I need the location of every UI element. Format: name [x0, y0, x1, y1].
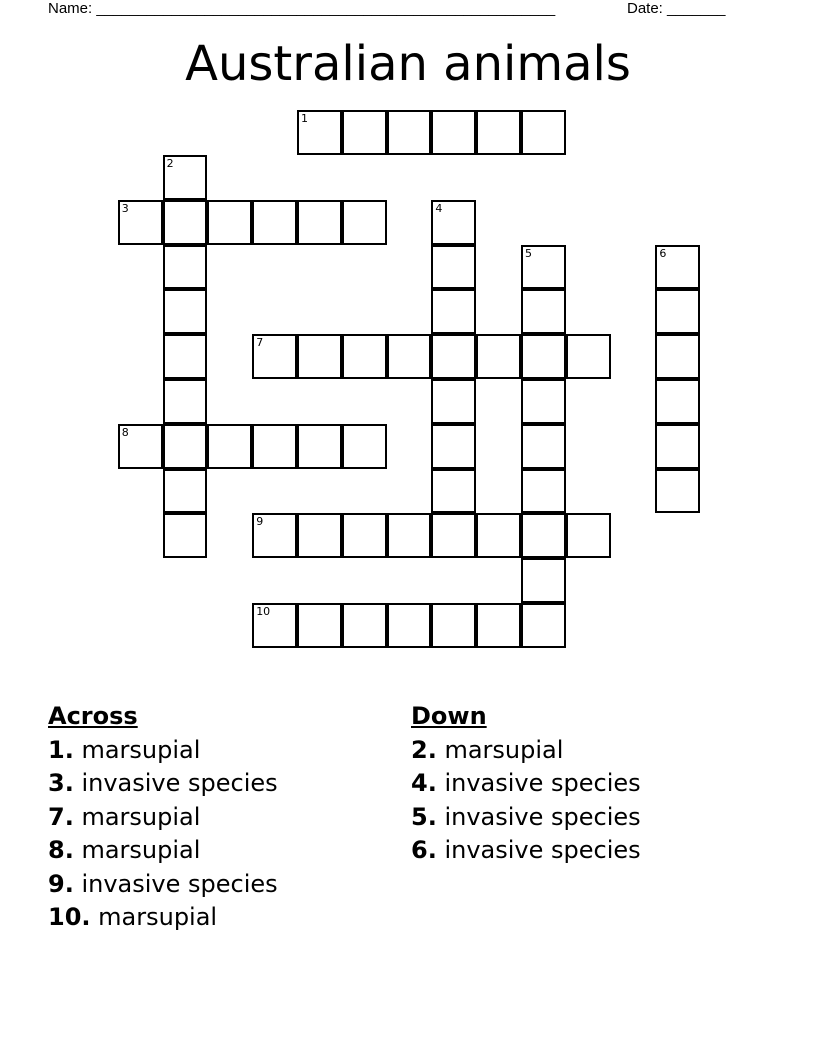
crossword-cell[interactable] — [163, 200, 208, 245]
clue-across — [48, 901, 278, 935]
crossword-cell[interactable] — [655, 424, 700, 469]
clue-number: 10. — [48, 903, 91, 931]
clue-across — [48, 868, 278, 902]
crossword-cell[interactable] — [342, 200, 387, 245]
crossword-cell[interactable] — [118, 200, 163, 245]
crossword-cell[interactable] — [297, 603, 342, 648]
across-heading: Across — [48, 702, 138, 730]
crossword-cell[interactable] — [655, 245, 700, 290]
clue-text: invasive species — [81, 769, 278, 797]
crossword-cell[interactable] — [431, 603, 476, 648]
clue-text: marsupial — [98, 903, 218, 931]
cell-number: 8 — [121, 425, 129, 439]
cell-number: 1 — [301, 112, 308, 126]
crossword-cell[interactable] — [521, 558, 566, 603]
crossword-cell[interactable] — [252, 603, 297, 648]
clue-number: 7. — [48, 802, 74, 831]
crossword-cell[interactable] — [521, 513, 566, 558]
clue-number: 3. — [48, 769, 74, 797]
clue-number: 9. — [48, 869, 74, 898]
page-title: Australian animals — [185, 36, 631, 92]
crossword-cell[interactable] — [163, 289, 208, 334]
crossword-cell[interactable] — [252, 334, 297, 379]
down-heading: Down — [411, 702, 487, 730]
clue-text: invasive species — [81, 869, 278, 898]
crossword-cell[interactable] — [431, 469, 476, 514]
crossword-cell[interactable] — [342, 513, 387, 558]
crossword-cell[interactable] — [521, 110, 566, 155]
crossword-cell[interactable] — [297, 110, 342, 155]
crossword-cell[interactable] — [207, 424, 252, 469]
crossword-cell[interactable] — [342, 334, 387, 379]
crossword-cell[interactable] — [387, 513, 432, 558]
crossword-cell[interactable] — [521, 289, 566, 334]
across-clues — [48, 700, 278, 935]
crossword-cell[interactable] — [431, 334, 476, 379]
crossword-cell[interactable] — [252, 200, 297, 245]
crossword-cell[interactable] — [476, 603, 521, 648]
clue-across — [48, 801, 278, 835]
clue-number: 6. — [411, 836, 437, 864]
clue-down — [411, 801, 641, 835]
down-clues — [411, 700, 641, 868]
clue-across — [48, 734, 278, 768]
crossword-cell[interactable] — [297, 200, 342, 245]
crossword-cell[interactable] — [655, 379, 700, 424]
cell-number: 4 — [435, 201, 443, 215]
clue-number: 2. — [411, 735, 437, 764]
crossword-cell[interactable] — [297, 334, 342, 379]
crossword-cell[interactable] — [163, 245, 208, 290]
clue-down — [411, 734, 641, 768]
crossword-cell[interactable] — [655, 469, 700, 514]
cell-number: 9 — [256, 515, 264, 529]
crossword-cell[interactable] — [431, 289, 476, 334]
crossword-cell[interactable] — [655, 334, 700, 379]
crossword-cell[interactable] — [207, 200, 252, 245]
crossword-cell[interactable] — [297, 424, 342, 469]
clue-number: 5. — [411, 802, 437, 831]
crossword-cell[interactable] — [342, 603, 387, 648]
clue-text: marsupial — [81, 735, 201, 764]
crossword-cell[interactable] — [476, 334, 521, 379]
clue-number: 4. — [411, 769, 437, 797]
name-field[interactable]: Name: _______________________________________________________ — [48, 0, 556, 17]
clue-across — [48, 767, 278, 801]
crossword-cell[interactable] — [521, 603, 566, 648]
crossword-cell[interactable] — [118, 424, 163, 469]
cell-number: 10 — [256, 605, 271, 618]
cell-number: 6 — [659, 246, 667, 260]
crossword-cell[interactable] — [387, 110, 432, 155]
crossword-cell[interactable] — [431, 513, 476, 558]
clue-text: marsupial — [444, 735, 564, 764]
crossword-cell[interactable] — [163, 379, 208, 424]
crossword-cell[interactable] — [476, 513, 521, 558]
crossword-cell[interactable] — [431, 245, 476, 290]
crossword-cell[interactable] — [163, 334, 208, 379]
crossword-cell[interactable] — [655, 289, 700, 334]
crossword-cell[interactable] — [476, 110, 521, 155]
crossword-cell[interactable] — [521, 469, 566, 514]
cell-number: 3 — [121, 201, 129, 215]
clue-across — [48, 834, 278, 868]
cell-number: 2 — [166, 157, 174, 170]
crossword-cell[interactable] — [521, 379, 566, 424]
crossword-cell[interactable] — [566, 334, 611, 379]
clue-text: invasive species — [444, 769, 641, 797]
crossword-cell[interactable] — [387, 334, 432, 379]
crossword-cell[interactable] — [431, 424, 476, 469]
crossword-cell[interactable] — [566, 513, 611, 558]
crossword-cell[interactable] — [431, 110, 476, 155]
clue-text: invasive species — [444, 836, 641, 864]
crossword-cell[interactable] — [297, 513, 342, 558]
crossword-cell[interactable] — [431, 379, 476, 424]
clue-number: 1. — [48, 735, 74, 764]
crossword-cell[interactable] — [252, 424, 297, 469]
crossword-cell[interactable] — [521, 334, 566, 379]
date-field[interactable]: Date: _______ — [627, 0, 726, 17]
cell-number: 7 — [256, 336, 264, 350]
crossword-cell[interactable] — [163, 155, 208, 200]
clue-text: invasive species — [444, 802, 641, 831]
cell-number: 5 — [525, 246, 532, 260]
crossword-cell[interactable] — [521, 424, 566, 469]
crossword-cell[interactable] — [521, 245, 566, 290]
clue-text: marsupial — [81, 836, 201, 864]
crossword-cell[interactable] — [342, 424, 387, 469]
clue-text: marsupial — [81, 802, 201, 831]
crossword-cell[interactable] — [163, 513, 208, 558]
clue-down — [411, 834, 641, 868]
crossword-cell[interactable] — [387, 603, 432, 648]
crossword-cell[interactable] — [431, 200, 476, 245]
crossword-cell[interactable] — [163, 424, 208, 469]
clue-down — [411, 767, 641, 801]
crossword-cell[interactable] — [252, 513, 297, 558]
crossword-cell[interactable] — [342, 110, 387, 155]
crossword-cell[interactable] — [163, 469, 208, 514]
clue-number: 8. — [48, 836, 74, 864]
